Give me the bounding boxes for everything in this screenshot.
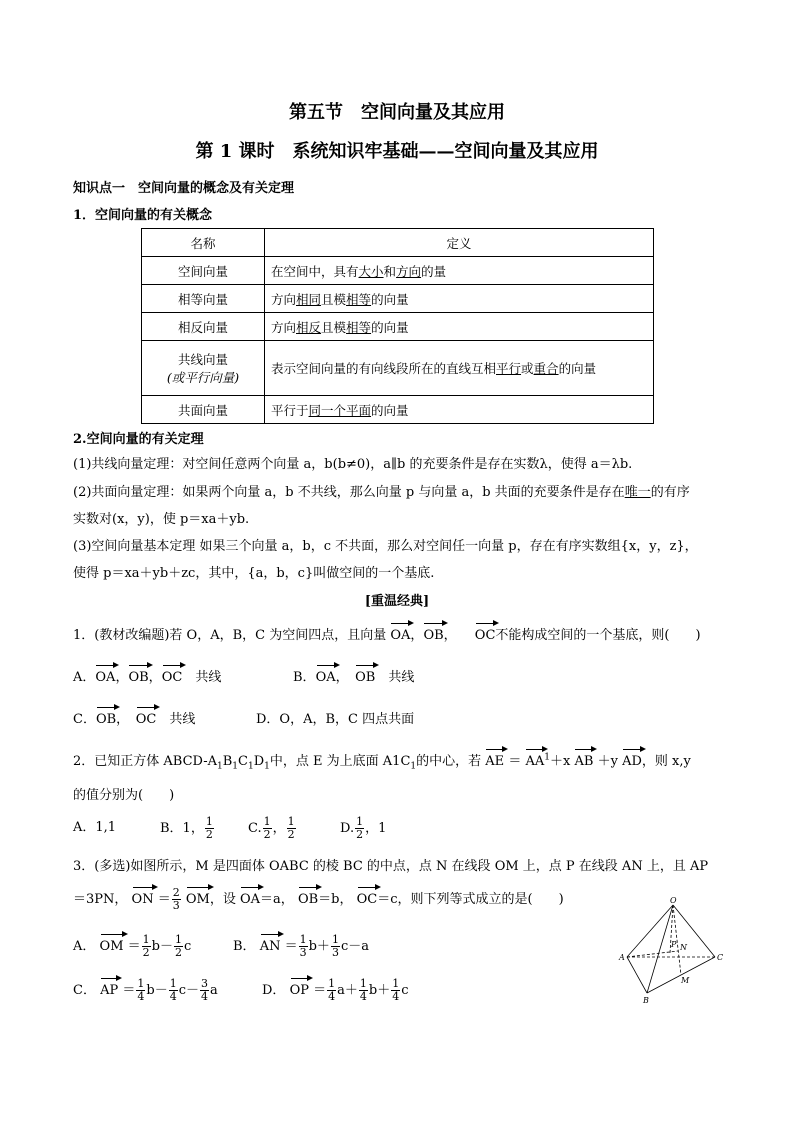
subsection-heading-1: 1．空间向量的有关概念 — [73, 208, 213, 223]
table-cell-def: 方向相反且模相等的向量 — [265, 313, 654, 341]
question-3-option-a[interactable]: A． OM ＝ $\frac{1}{2}$ b－ $\frac{1}{2}$ c — [73, 933, 192, 959]
edge-OB — [647, 905, 673, 993]
label-P: P — [671, 940, 677, 949]
theorem-coplanar: (2)共面向量定理：如果两个向量 a，b 不共线，那么向量 p 与向量 a，b 共面的充要条件是存在唯一的有序 — [73, 485, 690, 500]
table-header-row — [142, 229, 654, 257]
table-cell-name: 共面向量 — [142, 396, 265, 424]
question-1-option-a[interactable]: A．OA，OB，OC 共线 — [73, 670, 222, 685]
subsection-heading-2: 2.空间向量的有关定理 — [73, 432, 204, 447]
table-row — [142, 313, 654, 341]
table-cell-name: 共线向量 (或平行向量) — [142, 341, 265, 396]
table-row — [142, 396, 654, 424]
table-cell-name: 相等向量 — [142, 285, 265, 313]
table-cell-name: 相反向量 — [142, 313, 265, 341]
question-3-line2: ＝3PN， ON ＝ $\frac{2}{3}$ OM，设 OA＝a， OB＝b， OC＝c，则下列等式成立的是( ) — [73, 886, 564, 912]
question-1-option-d[interactable]: D．O，A，B，C 四点共面 — [256, 712, 415, 727]
theorem-basis-line2: 使得 p＝xa＋yb＋zc，其中，{a，b，c}叫做空间的一个基底. — [73, 566, 435, 581]
table-cell-def: 表示空间向量的有向线段所在的直线互相平行或重合的向量 — [265, 341, 654, 396]
question-1: 1．(教材改编题)若 O，A，B，C 为空间四点，且向量 OA，OB， OC不能构成空间的一个基底，则( ) — [73, 628, 701, 643]
table-row — [142, 257, 654, 285]
label-N: N — [680, 943, 687, 952]
table-cell-name: 空间向量 — [142, 257, 265, 285]
edge-OA — [627, 905, 673, 957]
question-3-option-b[interactable]: B． AN ＝ $\frac{1}{3}$ b＋ $\frac{1}{3}$ c－a — [233, 933, 369, 959]
question-1-option-c[interactable]: C．OB， OC 共线 — [73, 712, 196, 727]
section-heading: 知识点一 空间向量的概念及有关定理 — [73, 181, 295, 196]
table-cell-def: 平行于同一个平面的向量 — [265, 396, 654, 424]
label-B: B — [643, 996, 649, 1005]
theorem-basis: (3)空间向量基本定理 如果三个向量 a，b，c 不共面，那么对空间任一向量 p，存在有序实数组{x，y，z}， — [73, 539, 698, 554]
label-O: O — [670, 896, 677, 905]
table-row — [142, 285, 654, 313]
question-3-option-d[interactable]: D． OP ＝ $\frac{1}{4}$ a＋ $\frac{1}{4}$ b＋ $\frac{1}{4}$ c — [262, 977, 409, 1003]
table-header-cell: 名称 — [142, 229, 265, 257]
question-2-option-b[interactable]: B．1， $\frac{1}{2}$ — [160, 815, 213, 841]
tetrahedron-figure — [615, 895, 735, 1005]
question-2-option-c[interactable]: C. $\frac{1}{2}$ ， $\frac{1}{2}$ — [248, 815, 295, 841]
concept-table — [141, 228, 654, 424]
question-2-option-d[interactable]: D. $\frac{1}{2}$ ，1 — [340, 815, 387, 841]
question-3: 3．(多选)如图所示，M 是四面体 OABC 的棱 BC 的中点，点 N 在线段 OM 上，点 P 在线段 AN 上，且 AP — [73, 859, 709, 874]
page-title: 第五节 空间向量及其应用 — [289, 102, 505, 123]
edge-AB — [627, 957, 647, 993]
table-cell-def: 在空间中，具有大小和方向的量 — [265, 257, 654, 285]
table-cell-def: 方向相同且模相等的向量 — [265, 285, 654, 313]
table-header-cell: 定义 — [265, 229, 654, 257]
label-C: C — [717, 953, 724, 962]
question-2-line2: 的值分别为( ) — [73, 788, 175, 803]
question-1-option-b[interactable]: B．OA， OB 共线 — [293, 670, 415, 685]
question-2-option-a[interactable]: A．1,1 — [73, 820, 117, 835]
theorem-coplanar-line2: 实数对(x，y)，使 p＝xa＋yb. — [73, 512, 250, 527]
label-A: A — [619, 953, 625, 962]
question-2: 2．已知正方体 ABCD-$A_1B_1C_1D_1$中，点 E 为上底面 $A1C_1$的中心，若 AE ＝ $AA^1+x$ AB ＋y AD，则 x,y — [73, 752, 691, 772]
question-3-option-c[interactable]: C． AP ＝ $\frac{1}{4}$ b－ $\frac{1}{4}$ c－ $\frac{3}{4}$ a — [73, 977, 218, 1003]
theorem-collinear: (1)共线向量定理：对空间任意两个向量 a，b(b≠0)，a∥b 的充要条件是存在实数λ，使得 a＝λb. — [73, 457, 633, 472]
review-heading: [重温经典] — [364, 594, 430, 609]
page-subtitle: 第 1 课时 系统知识牢基础——空间向量及其应用 — [195, 141, 599, 162]
table-row — [142, 341, 654, 396]
label-M: M — [681, 976, 690, 985]
